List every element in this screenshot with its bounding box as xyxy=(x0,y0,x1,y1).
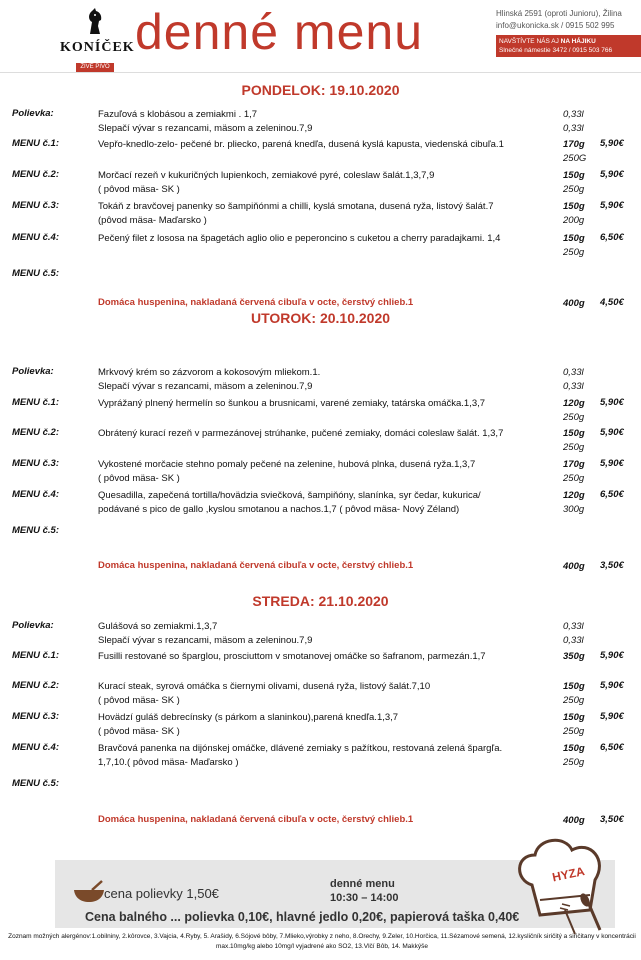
menu-row-label: Polievka: xyxy=(12,620,54,631)
quantity-line: 250g xyxy=(563,184,585,195)
menu-row-label: MENU č.3: xyxy=(12,458,59,469)
branch-address: Slnečné námestie 3472 / 0915 503 766 xyxy=(499,47,613,54)
menu-row-label: MENU č.4: xyxy=(12,742,59,753)
soup-price: cena polievky 1,50€ xyxy=(104,886,219,901)
page-title: denné menu xyxy=(135,4,424,60)
menu-row-price: 5,90€ xyxy=(600,680,624,691)
quantity-line: 150g xyxy=(563,681,585,692)
menu-row-label: MENU č.4: xyxy=(12,232,59,243)
allergen-list: Zoznam možných alergénov:1.obilniny, 2.kôrovce, 3.Vajcia, 4.Ryby, 5. Arašidy, 6.Sójové bôby, 7.Mlieko,výrobky z neho, 8.Orechy, 9.Zeler, 10.Horčica, 11.Sézamové semená, 12.kysličník siričitý a siričitany v koncentrácii max.10mg/kg alebo 10mg/l vyjadrené ako SO2, 13.Vlčí Bôb, 14. Makkýše xyxy=(8,933,636,950)
description-line: ( pôvod mäsa- SK ) xyxy=(98,184,180,195)
menu-row-label: MENU č.2: xyxy=(12,680,59,691)
quantity-line: 350g xyxy=(563,651,585,662)
quantity-line: 250g xyxy=(563,412,585,423)
description-line: Tokáň z bravčovej panenky so šampiňónmi a chilli, kyslá smotana, dusená ryža, listový šalát.7 xyxy=(98,201,494,212)
quantity-line: 300g xyxy=(563,504,585,515)
menu-row-price: 5,90€ xyxy=(600,138,624,149)
description-line: Vykostené morčacie stehno pomaly pečené na zelenine, hubová plnka, dusená ryža.1,3,7 xyxy=(98,459,476,470)
menu-row-description xyxy=(98,742,553,770)
quantity-line: 250g xyxy=(563,247,585,258)
menu-row-description xyxy=(98,366,553,394)
special-price: 4,50€ xyxy=(600,297,624,308)
menu-row-price: 5,90€ xyxy=(600,711,624,722)
address: Hlinská 2591 (oproti Junioru), Žilina xyxy=(496,9,622,18)
contact-block xyxy=(496,8,641,57)
description-line: ( pôvod mäsa- SK ) xyxy=(98,695,180,706)
menu-row-description xyxy=(98,620,553,648)
menu-row-price: 6,50€ xyxy=(600,489,624,500)
menu-row-label: MENU č.1: xyxy=(12,138,59,149)
description-line: ( pôvod mäsa- SK ) xyxy=(98,473,180,484)
visit-place: NA HÁJIKU xyxy=(560,38,596,45)
menu-row-price: 5,90€ xyxy=(600,427,624,438)
menu-row-description xyxy=(98,138,553,152)
chef-badge-text: HYZA xyxy=(550,864,586,885)
quantity-line: 150g xyxy=(563,743,585,754)
menu-row-label: MENU č.5: xyxy=(12,778,59,789)
brand-name: KONÍČEK xyxy=(60,40,135,55)
description-line: Hovädzí guláš debrecínsky (s párkom a slaninkou),parená knedľa.1,3,7 xyxy=(98,712,399,723)
quantity-line: 250g xyxy=(563,442,585,453)
special-quantity: 400g xyxy=(563,561,585,572)
quantity-line: 120g xyxy=(563,398,585,409)
description-line: Slepačí vývar s rezancami, mäsom a zeleninou.7,9 xyxy=(98,123,313,134)
description-line: Fusilli restované so šparglou, prosciuttom v smotanovej omáčke so šafranom, parmezán.1,7 xyxy=(98,651,486,662)
quantity-line: 250g xyxy=(563,757,585,768)
description-line: Slepačí vývar s rezancami, mäsom a zeleninou.7,9 xyxy=(98,635,313,646)
special-dish: Domáca huspenina, nakladaná červená cibuľa v octe, čerstvý chlieb.1 xyxy=(98,297,414,308)
description-line: Fazuľová s klobásou a zemiakmi . 1,7 xyxy=(98,109,258,120)
description-line: Vepřo-knedlo-zelo- pečené br. pliecko, parená knedľa, dusená kyslá kapusta, viedenská cibuľa.1 xyxy=(98,139,504,150)
menu-row-description xyxy=(98,680,553,708)
description-line: Gulášová so zemiakmi.1,3,7 xyxy=(98,621,218,632)
special-price: 3,50€ xyxy=(600,814,624,825)
menu-row-label: MENU č.1: xyxy=(12,650,59,661)
menu-row-label: MENU č.5: xyxy=(12,525,59,536)
brand-subtitle: ŽIVÉ PIVO xyxy=(76,63,113,72)
description-line: (pôvod mäsa- Maďarsko ) xyxy=(98,215,207,226)
menu-row-label: MENU č.4: xyxy=(12,489,59,500)
quantity-line: 0,33l xyxy=(563,381,584,392)
menu-row-description xyxy=(98,458,553,486)
menu-row-label: Polievka: xyxy=(12,108,54,119)
menu-row-quantity xyxy=(563,366,613,394)
quantity-line: 0,33l xyxy=(563,635,584,646)
menu-row-price: 5,90€ xyxy=(600,397,624,408)
quantity-line: 150g xyxy=(563,712,585,723)
daily-menu-label: denné menu xyxy=(330,878,395,890)
description-line: Slepačí vývar s rezancami, mäsom a zeleninou.7,9 xyxy=(98,381,313,392)
menu-row-price: 5,90€ xyxy=(600,200,624,211)
quantity-line: 170g xyxy=(563,459,585,470)
menu-row-label: MENU č.3: xyxy=(12,200,59,211)
quantity-line: 120g xyxy=(563,490,585,501)
menu-row-label: Polievka: xyxy=(12,366,54,377)
quantity-line: 150g xyxy=(563,170,585,181)
menu-row-description xyxy=(98,108,553,136)
menu-row-price: 6,50€ xyxy=(600,232,624,243)
menu-row-description xyxy=(98,200,553,228)
menu-row-description xyxy=(98,427,553,441)
special-quantity: 400g xyxy=(563,298,585,309)
quantity-line: 150g xyxy=(563,428,585,439)
branch-box xyxy=(496,35,641,57)
day-title: UTOROK: 20.10.2020 xyxy=(250,310,391,326)
menu-hours: 10:30 – 14:00 xyxy=(330,892,399,904)
quantity-line: 0,33l xyxy=(563,109,584,120)
description-line: Mrkvový krém so zázvorom a kokosovým mliekom.1. xyxy=(98,367,321,378)
description-line: podávané s pico de gallo ,kyslou smotanou a nachos.1,7 ( pôvod mäsa- Nový Zéland) xyxy=(98,504,460,515)
special-dish: Domáca huspenina, nakladaná červená cibuľa v octe, čerstvý chlieb.1 xyxy=(98,560,414,571)
menu-row-label: MENU č.3: xyxy=(12,711,59,722)
menu-row-description xyxy=(98,489,553,517)
header-divider xyxy=(0,72,641,73)
description-line: Vyprážaný plnený hermelín so šunkou a brusnicami, varené zemiaky, tatárska omáčka.1,3,7 xyxy=(98,398,486,409)
quantity-line: 250g xyxy=(563,726,585,737)
contact-info: info@ukonicka.sk / 0915 502 995 xyxy=(496,21,615,30)
day-title: STREDA: 21.10.2020 xyxy=(252,593,389,609)
menu-row-label: MENU č.5: xyxy=(12,268,59,279)
menu-row-description xyxy=(98,397,553,411)
description-line: Pečený filet z lososa na špagetách aglio olio e peperoncino s cuketou a cherry paradajkami. 1,4 xyxy=(98,233,501,244)
quantity-line: 150g xyxy=(563,201,585,212)
menu-row-quantity xyxy=(563,620,613,648)
packaging-prices: Cena balného ... polievka 0,10€, hlavné jedlo 0,20€, papierová taška 0,40€ xyxy=(85,910,520,924)
menu-row-description xyxy=(98,650,553,664)
visit-prefix: NAVŠTÍVTE NÁS AJ xyxy=(499,38,561,45)
quantity-line: 0,33l xyxy=(563,621,584,632)
quantity-line: 0,33l xyxy=(563,367,584,378)
quantity-line: 170g xyxy=(563,139,585,150)
special-dish: Domáca huspenina, nakladaná červená cibuľa v octe, čerstvý chlieb.1 xyxy=(98,814,414,825)
logo xyxy=(60,6,135,70)
menu-row-label: MENU č.2: xyxy=(12,427,59,438)
quantity-line: 150g xyxy=(563,233,585,244)
special-price: 3,50€ xyxy=(600,560,624,571)
day-title: PONDELOK: 19.10.2020 xyxy=(241,82,400,98)
description-line: Obrátený kurací rezeň v parmezánovej strúhanke, pučené zemiaky, domáci coleslaw šalát. 1,3,7 xyxy=(98,428,504,439)
menu-row-description xyxy=(98,169,553,197)
description-line: Morčací rezeň v kukuričných lupienkoch, zemiakové pyré, coleslaw šalát.1,3,7,9 xyxy=(98,170,435,181)
menu-row-description xyxy=(98,232,553,246)
menu-row-label: MENU č.2: xyxy=(12,169,59,180)
description-line: ( pôvod mäsa- SK ) xyxy=(98,726,180,737)
menu-row-price: 5,90€ xyxy=(600,458,624,469)
quantity-line: 0,33l xyxy=(563,123,584,134)
description-line: Bravčová panenka na dijónskej omáčke, dlávené zemiaky s pažítkou, restovaná zelená špargľa. xyxy=(98,743,503,754)
menu-row-price: 6,50€ xyxy=(600,742,624,753)
description-line: Quesadilla, zapečená tortilla/hovädzia sviečková, šampiňóny, slanínka, syr čedar, kukurica/ xyxy=(98,490,481,501)
quantity-line: 200g xyxy=(563,215,585,226)
special-quantity: 400g xyxy=(563,815,585,826)
menu-row-price: 5,90€ xyxy=(600,650,624,661)
description-line: Kurací steak, syrová omáčka s čiernymi olivami, dusená ryža, listový šalát.7,10 xyxy=(98,681,431,692)
quantity-line: 250G xyxy=(563,153,587,164)
menu-row-price: 5,90€ xyxy=(600,169,624,180)
menu-row-description xyxy=(98,711,553,739)
chef-hat-icon xyxy=(510,830,610,940)
menu-row-label: MENU č.1: xyxy=(12,397,59,408)
quantity-line: 250g xyxy=(563,473,585,484)
soup-bowl-icon xyxy=(72,880,106,904)
quantity-line: 250g xyxy=(563,695,585,706)
menu-row-quantity xyxy=(563,108,613,136)
description-line: 1,7,10.( pôvod mäsa- Maďarsko ) xyxy=(98,757,239,768)
horse-logo-icon xyxy=(80,6,110,36)
